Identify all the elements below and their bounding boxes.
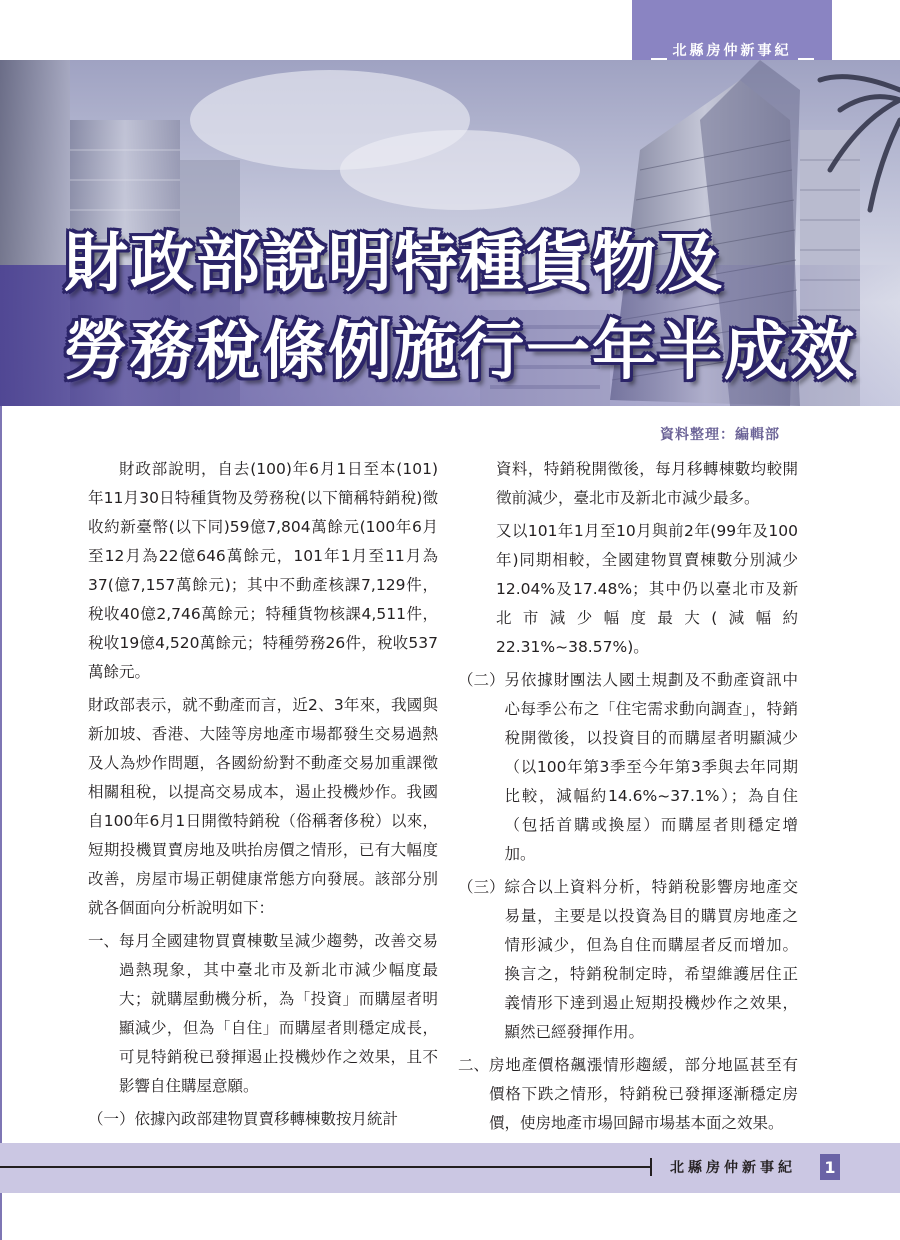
right-column [458, 455, 798, 1142]
byline: 資料整理：編輯部 [660, 427, 780, 443]
footer-rule-tick [650, 1158, 652, 1176]
sub-item-3 [458, 873, 798, 1047]
article-title [64, 220, 856, 396]
sub-item-1-continued-2: 又以101年1月至10月與前2年(99年及100年)同期相較，全國建物買賣棟數分別減少12.04%及17.48%；其中仍以臺北市及新北市減少幅度最大(減幅約22.31%~38.57%)。 [496, 522, 798, 656]
section-tab [632, 0, 832, 64]
list-item-2 [458, 1051, 798, 1138]
footer-publication-title: 北縣房仲新事紀 [670, 1160, 796, 1176]
title-line-2: 勞務稅條例施行一年半成效 [64, 315, 856, 389]
section-tab-label: 北縣房仲新事紀 [672, 43, 792, 59]
left-margin-rule [0, 406, 2, 1240]
list-item-text: 每月全國建物買賣棟數呈減少趨勢，改善交易過熱現象，其中臺北市及新北市減少幅度最大；就購屋動機分析，為「投資」而購屋者明顯減少，但為「自住」而購屋者則穩定成長，可見特銷稅已發揮遏止投機炒作之效果，且不影響自住購屋意願。 [119, 932, 438, 1095]
list-marker: （三） [458, 878, 505, 896]
sub-item-1 [88, 1105, 438, 1134]
list-marker: 一、 [88, 932, 120, 950]
page-number: 1 [820, 1154, 840, 1180]
title-line-1: 財政部說明特種貨物及 [64, 227, 724, 301]
sub-item-1-continued: 資料，特銷稅開徵後，每月移轉棟數均較開徵前減少，臺北市及新北市減少最多。 [496, 460, 798, 507]
list-marker: （二） [458, 671, 505, 689]
sub-item-2 [458, 666, 798, 869]
list-item-1 [88, 927, 438, 1101]
list-marker: （一） [88, 1110, 135, 1128]
title-banner [0, 60, 900, 406]
list-item-text: 綜合以上資料分析，特銷稅影響房地產交易量，主要是以投資為目的購買房地產之情形減少，但為自住而購屋者反而增加。換言之，特銷稅制定時，希望維護居住正義情形下達到遏止短期投機炒作之效果，顯然已經發揮作用。 [504, 878, 798, 1041]
left-column [88, 455, 438, 1138]
footer-rule [0, 1166, 650, 1168]
list-marker: 二、 [458, 1056, 490, 1074]
paragraph-1: 財政部說明，自去(100)年6月1日至本(101)年11月30日特種貨物及勞務稅(以下簡稱特銷稅)徵收約新臺幣(以下同)59億7,804萬餘元(100年6月至12月為22億646萬餘元，101年1月至11月為37(億7,157萬餘元)；其中不動產核課7,129件，稅收40億2,746萬餘元；特種貨物核課4,511件，稅收19億4,520萬餘元；特種勞務26件，稅收537萬餘元。 [88, 460, 438, 681]
list-item-text: 另依據財團法人國土規劃及不動產資訊中心每季公布之「住宅需求動向調查」，特銷稅開徵後，以投資目的而購屋者明顯減少（以100年第3季至今年第3季與去年同期比較，減幅約14.6%~37.1%）；為自住（包括首購或換屋）而購屋者則穩定增加。 [504, 671, 798, 863]
list-item-text: 依據內政部建物買賣移轉棟數按月統計 [134, 1110, 399, 1128]
paragraph-2: 財政部表示，就不動產而言，近2、3年來，我國與新加坡、香港、大陸等房地產市場都發生交易過熱及人為炒作問題，各國紛紛對不動產交易加重課徵相關租稅，以提高交易成本，遏止投機炒作。我國自100年6月1日開徵特銷稅（俗稱奢侈稅）以來，短期投機買賣房地及哄抬房價之情形，已有大幅度改善，房屋市場正朝健康常態方向發展。該部分別就各個面向分析說明如下： [88, 696, 438, 917]
list-item-text: 房地產價格飆漲情形趨緩，部分地區甚至有價格下跌之情形，特銷稅已發揮逐漸穩定房價，使房地產市場回歸市場基本面之效果。 [489, 1056, 798, 1132]
